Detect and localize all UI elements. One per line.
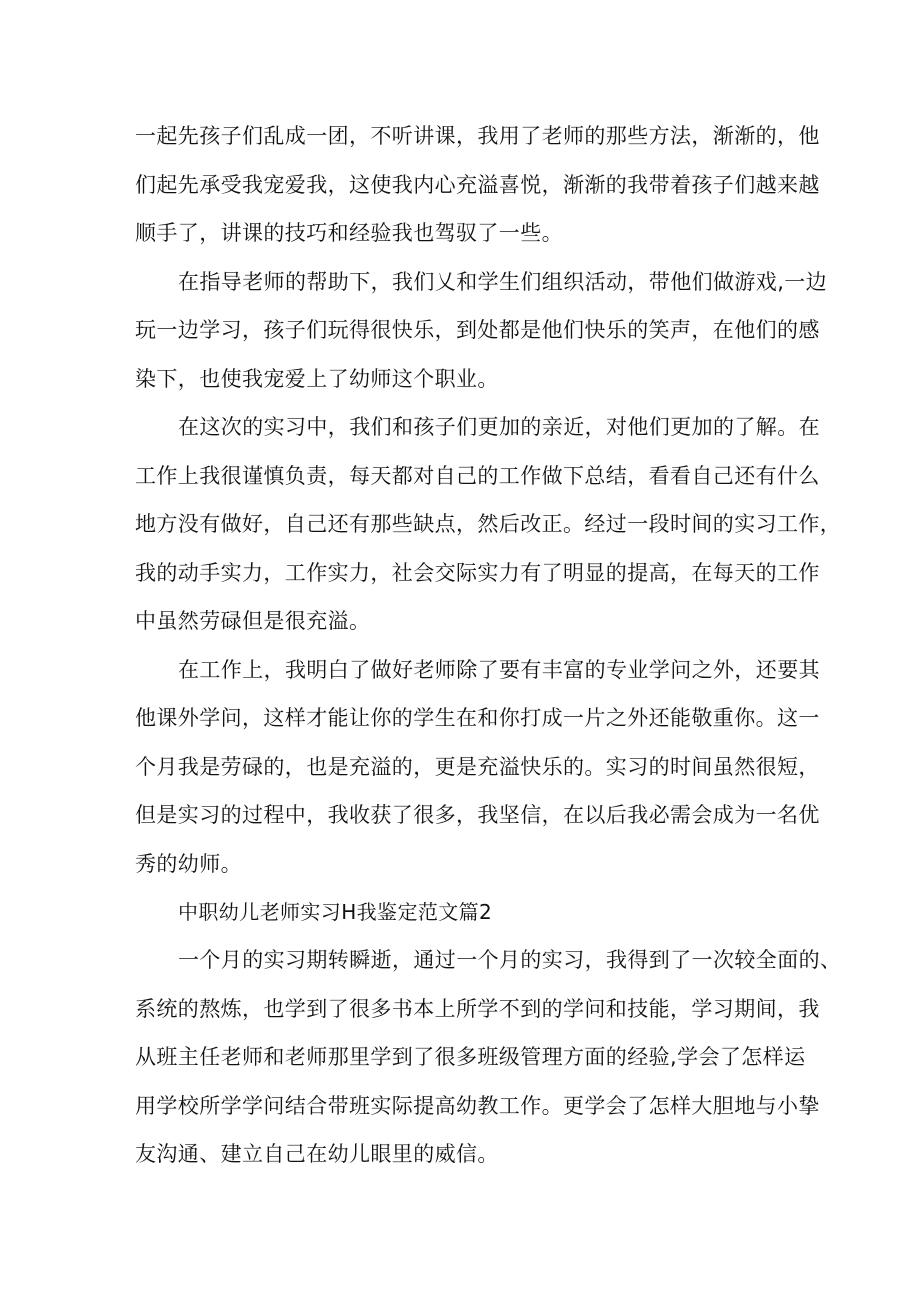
paragraph-first-line: 一个月的实习期转瞬逝，通过一个月的实习，我得到了一次较全面的、	[178, 948, 842, 972]
text-line: 中虽然劳碌但是很充溢。	[135, 609, 371, 633]
text-line: 玩一边学习，孩子们玩得很快乐，到处都是他们快乐的笑声，在他们的感	[135, 318, 820, 342]
text-line: 地方没有做好，自己还有那些缺点，然后改正。经过一段时间的实习工作，	[135, 512, 842, 536]
text-line: 顺手了，讲课的技巧和经验我也驾驭了一些。	[135, 221, 563, 245]
text-line: 工作上我很谨慎负责，每天都对自己的工作做下总结，看看自己还有什么	[135, 464, 820, 488]
paragraph-first-line: 在工作上，我明白了做好老师除了要有丰富的专业学问之外，还要其	[178, 658, 820, 682]
paragraph-first-line: 在这次的实习中，我们和孩子们更加的亲近，对他们更加的了解。在	[178, 415, 820, 439]
text-line: 但是实习的过程中，我收获了很多，我坚信，在以后我必需会成为一名优	[135, 803, 820, 827]
text-line: 从班主任老师和老师那里学到了很多班级管理方面的经验,学会了怎样运	[135, 1045, 806, 1069]
text-line: 系统的熬炼，也学到了很多书本上所学不到的学问和技能，学习期间，我	[135, 997, 820, 1021]
text-line: 用学校所学学问结合带班实际提高幼教工作。更学会了怎样大胆地与小挚	[135, 1094, 820, 1118]
text-line: 他课外学问，这样才能让你的学生在和你打成一片之外还能敬重你。这一	[135, 706, 820, 730]
text-line: 友沟通、建立自己在幼儿眼里的威信。	[135, 1142, 499, 1166]
text-line: 一起先孩子们乱成一团，不听讲课，我用了老师的那些方法，渐渐的，他	[135, 124, 820, 148]
text-line: 个月我是劳碌的，也是充溢的，更是充溢快乐的。实习的时间虽然很短，	[135, 755, 820, 779]
text-line: 们起先承受我宠爱我，这使我内心充溢喜悦，渐渐的我带着孩子们越来越	[135, 173, 820, 197]
text-line: 我的动手实力，工作实力，社会交际实力有了明显的提高，在每天的工作	[135, 561, 820, 585]
text-line: 染下，也使我宠爱上了幼师这个职业。	[135, 367, 499, 391]
section-heading: 中职幼儿老师实习H我鉴定范文篇2	[178, 900, 493, 924]
text-line: 秀的幼师。	[135, 852, 242, 876]
paragraph-first-line: 在指导老师的帮助下，我们乂和学生们组织活动，带他们做游戏,一边	[178, 270, 828, 294]
